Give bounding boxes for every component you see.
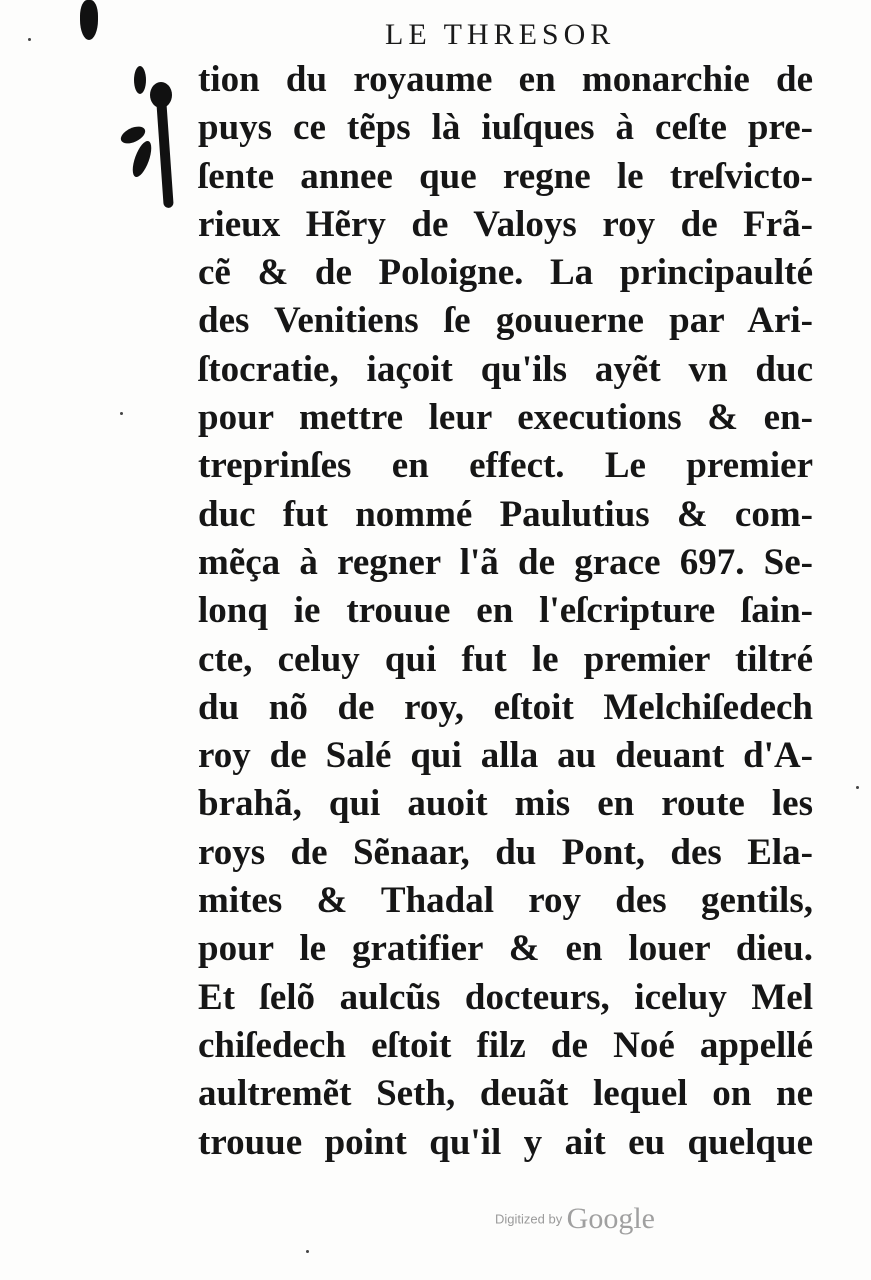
marginal-mark	[129, 139, 155, 179]
speck	[120, 412, 123, 415]
text-line: Et ſelõ aulcũs docteurs, iceluy Mel	[198, 976, 813, 1018]
text-line: mites & Thadal roy des gentils,	[198, 880, 813, 922]
text-line: des Venitiens ſe gouuerne par Ari-	[198, 300, 813, 342]
text-line: trouue point qu'il y ait eu quelque	[198, 1121, 813, 1163]
text-line: brahã, qui auoit mis en route les	[198, 783, 813, 825]
speck	[856, 786, 859, 789]
google-wordmark: Google	[566, 1202, 655, 1235]
text-line: aultremẽt Seth, deuãt lequel on ne	[198, 1073, 813, 1115]
marginal-mark	[134, 66, 146, 94]
running-head: LE THRESOR	[385, 18, 616, 51]
body-text	[198, 56, 813, 1167]
text-line: chiſedech eſtoit filz de Noé appellé	[198, 1024, 813, 1066]
speck	[306, 1250, 309, 1253]
ink-blot	[80, 0, 98, 40]
text-line: roy de Salé qui alla au deuant d'A-	[198, 735, 813, 777]
text-line: pour le gratifier & en louer dieu.	[198, 928, 813, 970]
text-line: mẽça à regner l'ã de grace 697. Se-	[198, 541, 813, 583]
text-line: lonq ie trouue en l'eſcripture ſain-	[198, 590, 813, 632]
speck	[28, 38, 31, 41]
text-line: du nõ de roy, eſtoit Melchiſedech	[198, 686, 813, 728]
text-line: duc fut nommé Paulutius & com-	[198, 493, 813, 535]
text-line: ſente annee que regne le treſvicto-	[198, 155, 813, 197]
text-line: pour mettre leur executions & en-	[198, 397, 813, 439]
digitized-by-watermark	[495, 1202, 655, 1236]
text-line: ſtocratie, iaçoit qu'ils ayẽt vn duc	[198, 348, 813, 390]
text-line: treprinſes en effect. Le premier	[198, 445, 813, 487]
text-line: roys de Sẽnaar, du Pont, des Ela-	[198, 831, 813, 873]
marginal-mark	[156, 100, 174, 208]
text-line: rieux Hẽry de Valoys roy de Frã-	[198, 203, 813, 245]
text-line: puys ce tẽps là iuſques à ceſte pre-	[198, 107, 813, 149]
text-line: cẽ & de Poloigne. La principaulté	[198, 252, 813, 294]
text-line: tion du royaume en monarchie de	[198, 59, 813, 100]
digitized-label: Digitized by	[495, 1211, 563, 1227]
text-line: cte, celuy qui fut le premier tiltré	[198, 638, 813, 680]
